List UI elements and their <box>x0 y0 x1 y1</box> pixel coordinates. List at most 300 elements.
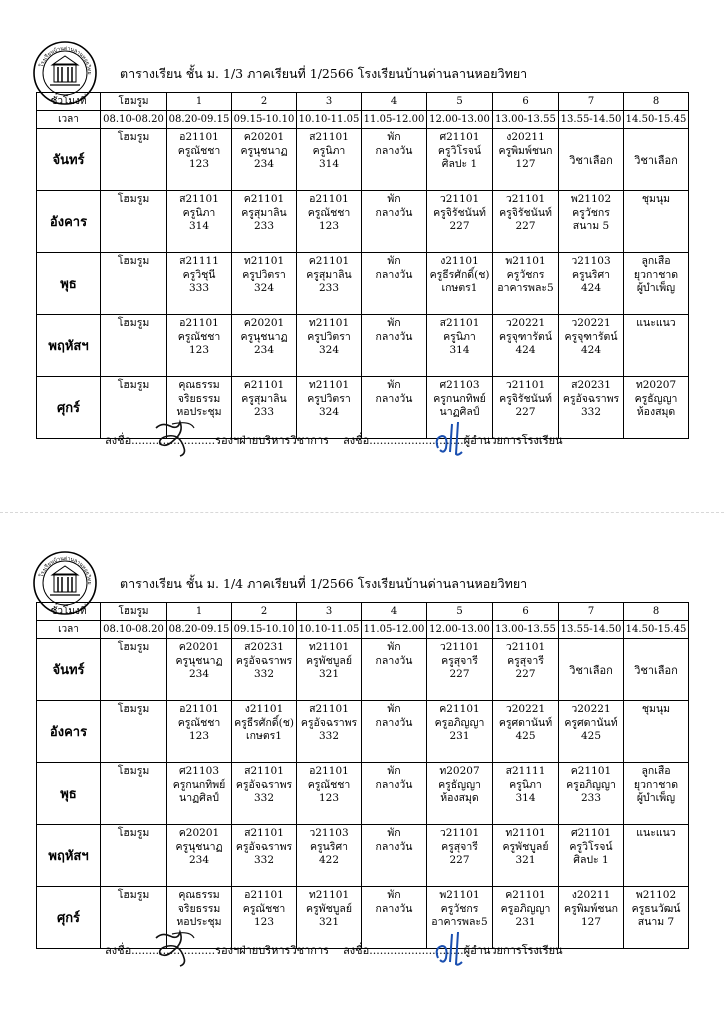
room: 231 <box>449 730 470 742</box>
teacher-name: ครูอัจฉราพร <box>235 654 293 667</box>
room: 123 <box>318 792 340 804</box>
teacher-name: กลางวัน <box>375 654 413 667</box>
teacher-name: ครูวัชกร <box>572 206 610 219</box>
room: 333 <box>188 282 210 294</box>
subject-code: ว20221 <box>505 703 546 715</box>
teacher-name: ครูธีรศักดิ์(ช) <box>234 716 294 729</box>
room: 227 <box>449 668 470 680</box>
period-header: 3 <box>297 93 362 111</box>
time-slot: 14.50-15.45 <box>624 621 689 639</box>
subject-code: พัก <box>387 703 401 715</box>
room: 324 <box>318 344 340 356</box>
teacher-name: ครูพัชบูลย์ <box>306 654 352 667</box>
room: 424 <box>580 282 602 294</box>
time-slot: 09.15-10.10 <box>232 111 297 129</box>
room: 332 <box>253 854 275 866</box>
homeroom-cell: โฮมรูม <box>101 639 167 701</box>
class-cell <box>232 315 297 377</box>
day-name: อังคาร <box>37 701 101 763</box>
subject-code: คุณธรรม <box>178 379 220 391</box>
elective-label: วิชาเลือก <box>634 153 678 167</box>
period-header: 6 <box>493 93 559 111</box>
time-label: เวลา <box>37 621 101 639</box>
room: 314 <box>449 344 470 356</box>
time-slot: 12.00-13.00 <box>427 111 493 129</box>
class-cell <box>167 825 232 887</box>
room: สนาม 7 <box>637 916 675 928</box>
room: 233 <box>253 406 275 418</box>
subject-code: ว21101 <box>505 193 546 205</box>
subject-code: ท21101 <box>308 889 350 901</box>
period-header: 8 <box>624 603 689 621</box>
subject-code: ว21101 <box>439 827 480 839</box>
class-cell <box>232 701 297 763</box>
teacher-name: ครูอัจฉราพร <box>300 716 358 729</box>
subject-code: ส21101 <box>439 317 480 329</box>
room: 422 <box>318 854 340 866</box>
time-label: เวลา <box>37 111 101 129</box>
class-cell <box>559 129 624 191</box>
time-slot: 10.10-11.05 <box>297 621 362 639</box>
class-cell <box>297 639 362 701</box>
class-cell <box>493 377 559 439</box>
class-cell <box>167 315 232 377</box>
teacher-name: ครูธัญญา <box>634 392 678 405</box>
teacher-name: ยุวกาชาด <box>633 268 679 281</box>
subject-code: อ21101 <box>309 193 349 205</box>
time-slot: 08.20-09.15 <box>167 621 232 639</box>
teacher-name: จริยธรรม <box>177 902 221 915</box>
room: หอประชุม <box>176 406 222 418</box>
class-cell <box>624 887 689 949</box>
teacher-name: ครูพิมพ์ชนก <box>498 144 553 157</box>
room: 332 <box>253 792 275 804</box>
subject-code: พัก <box>387 827 401 839</box>
teacher-name: กลางวัน <box>375 268 413 281</box>
subject-code: พ21102 <box>635 889 677 901</box>
room: 314 <box>188 220 210 232</box>
teacher-name: ครูปวิตรา <box>242 268 286 281</box>
subject-code: พัก <box>387 317 401 329</box>
class-cell <box>624 253 689 315</box>
teacher-name: ครูศดานันท์ <box>564 716 618 729</box>
class-cell <box>559 253 624 315</box>
subject-code: ท20207 <box>635 379 677 391</box>
subject-code: พัก <box>387 641 401 653</box>
teacher-name: ครูณัชชา <box>307 778 351 791</box>
class-cell <box>297 253 362 315</box>
teacher-name: ครูจุฑารัตน์ <box>564 330 618 343</box>
subject-code: อ21101 <box>179 317 219 329</box>
day-name: อังคาร <box>37 191 101 253</box>
teacher-name: ครูจิรัชนันท์ <box>499 206 552 219</box>
day-name: ศุกร์ <box>37 377 101 439</box>
room: 332 <box>253 668 275 680</box>
period-header: 7 <box>559 93 624 111</box>
subject-code: ส21101 <box>309 703 349 715</box>
room: ห้องสมุด <box>636 406 676 418</box>
room: 227 <box>449 854 470 866</box>
subject-code: อ21101 <box>179 131 219 143</box>
class-cell <box>493 639 559 701</box>
class-cell <box>493 315 559 377</box>
signature-line: ลงชื่อ........................รองฯฝ่ายบริหารวิชาการ ลงชื่อ...........................ผู้อำนวยการโรงเรียน <box>105 944 563 957</box>
subject-code: ง21101 <box>440 255 479 267</box>
class-cell <box>624 825 689 887</box>
time-slot: 11.05-12.00 <box>362 621 427 639</box>
room: 424 <box>580 344 602 356</box>
timetable-title: ตารางเรียน ชั้น ม. 1/4 ภาคเรียนที่ 1/2566 โรงเรียนบ้านด่านลานหอยวิทยา <box>120 576 528 591</box>
day-name: พุธ <box>37 253 101 315</box>
subject-code: ว20221 <box>571 317 611 329</box>
subject-code: ค20201 <box>243 131 285 143</box>
teacher-name: ครูนิภา <box>312 144 346 157</box>
homeroom-cell: โฮมรูม <box>101 763 167 825</box>
subject-code: ง20211 <box>571 889 611 901</box>
class-cell <box>232 639 297 701</box>
subject-code: ค20201 <box>178 641 220 653</box>
class-cell <box>493 129 559 191</box>
room: 234 <box>253 158 275 170</box>
teacher-name: ครูจิรัชนันท์ <box>433 206 486 219</box>
director-signature-icon <box>428 418 478 458</box>
teacher-name: ครูสุจารี <box>441 840 478 853</box>
day-row <box>37 701 689 763</box>
room: 321 <box>515 854 536 866</box>
subject-code: ส21101 <box>244 765 284 777</box>
subject-code: พัก <box>387 131 401 143</box>
subject-code: ท21101 <box>308 379 350 391</box>
day-row <box>37 763 689 825</box>
time-slot: 14.50-15.45 <box>624 111 689 129</box>
day-row <box>37 639 689 701</box>
svg-text:โรงเรียนบ้านด่านลานหอยวิทยา: โรงเรียนบ้านด่านลานหอยวิทย <box>38 45 93 75</box>
subject-code: พ21102 <box>570 193 612 205</box>
class-cell <box>559 825 624 887</box>
subject-code: ค21101 <box>308 255 350 267</box>
room: นาฏศิลป์ <box>439 406 480 418</box>
subject-code: ง21101 <box>244 703 284 715</box>
class-cell <box>362 253 427 315</box>
room: ผู้บำเพ็ญ <box>636 282 676 294</box>
class-cell <box>624 315 689 377</box>
subject-code: ง20211 <box>506 131 545 143</box>
subject-code: ว21103 <box>309 827 349 839</box>
class-cell <box>493 253 559 315</box>
subject-code: ศ21101 <box>570 827 612 839</box>
teacher-name: ครูพัชบูลย์ <box>306 902 352 915</box>
class-cell <box>624 763 689 825</box>
time-row <box>37 621 689 639</box>
teacher-name: ครูนุชนาฏ <box>175 654 223 667</box>
room: อาคารพละ5 <box>497 282 554 294</box>
subject-code: ท21101 <box>243 255 285 267</box>
teacher-name: ครูธนวัฒน์ <box>631 902 681 915</box>
subject-code: ลูกเสือ <box>641 765 671 777</box>
subject-code: ศ21103 <box>178 765 220 777</box>
teacher-name: ครูวิโรจน์ <box>569 840 613 853</box>
time-slot: 12.00-13.00 <box>427 621 493 639</box>
period-label: ชั่วโมงที่ <box>37 603 101 621</box>
teacher-name: ครูนุชนาฏ <box>240 330 288 343</box>
class-cell <box>427 763 493 825</box>
room: 227 <box>515 220 536 232</box>
teacher-name: กลางวัน <box>375 144 413 157</box>
subject-code: ส20231 <box>571 379 611 391</box>
time-slot: 13.55-14.50 <box>559 621 624 639</box>
time-slot: 08.10-08.20 <box>101 621 167 639</box>
room: 227 <box>515 668 536 680</box>
svg-text:โรงเรียนบ้านด่านลานหอยวิทยา: โรงเรียนบ้านด่านลานหอยวิทย <box>38 555 93 585</box>
subject-code: พ21101 <box>439 889 480 901</box>
day-name: พฤหัสฯ <box>37 315 101 377</box>
teacher-name: ครูนิภา <box>182 206 216 219</box>
academic-deputy-signature-icon <box>150 418 200 458</box>
class-cell <box>362 377 427 439</box>
class-cell <box>559 763 624 825</box>
room: หอประชุม <box>176 916 222 928</box>
teacher-name: ครูปวิตรา <box>307 392 351 405</box>
class-cell <box>232 887 297 949</box>
class-cell <box>559 377 624 439</box>
room: 123 <box>188 158 210 170</box>
teacher-name: กลางวัน <box>375 902 413 915</box>
time-slot: 13.00-13.55 <box>493 111 559 129</box>
room: เกษตร1 <box>441 282 478 294</box>
room: ผู้บำเพ็ญ <box>636 792 676 804</box>
subject-code: ว21103 <box>571 255 611 267</box>
teacher-name: ครูวิชุนี <box>182 268 216 281</box>
elective-label: วิชาเลือก <box>634 663 678 677</box>
subject-code: ส21101 <box>179 193 219 205</box>
subject-code: ค20201 <box>178 827 220 839</box>
period-label: ชั่วโมงที่ <box>37 93 101 111</box>
elective-label: วิชาเลือก <box>569 153 613 167</box>
teacher-name: ครูพิมพ์ชนก <box>563 902 619 915</box>
subject-code: พัก <box>387 255 401 267</box>
teacher-name: ครูกนกทิพย์ <box>172 778 226 791</box>
room: 233 <box>253 220 275 232</box>
room: 233 <box>318 282 340 294</box>
timetable <box>36 92 689 439</box>
teacher-name: กลางวัน <box>375 392 413 405</box>
room: 227 <box>515 406 536 418</box>
teacher-name: ครูนิภา <box>509 778 542 791</box>
room: 234 <box>188 668 210 680</box>
period-header: 5 <box>427 93 493 111</box>
period-header: 3 <box>297 603 362 621</box>
subject-code: อ21101 <box>309 765 349 777</box>
teacher-name: ครูศดานันท์ <box>498 716 553 729</box>
homeroom-cell: โฮมรูม <box>101 825 167 887</box>
room: 332 <box>580 406 602 418</box>
period-header: 6 <box>493 603 559 621</box>
room: 321 <box>318 668 340 680</box>
class-cell <box>297 825 362 887</box>
homeroom-cell: โฮมรูม <box>101 377 167 439</box>
class-cell <box>297 763 362 825</box>
teacher-name: ครูอภิญญา <box>434 716 485 729</box>
elective-label: วิชาเลือก <box>569 663 613 677</box>
time-slot: 08.10-08.20 <box>101 111 167 129</box>
class-cell <box>559 887 624 949</box>
homeroom-cell: โฮมรูม <box>101 315 167 377</box>
room: 424 <box>515 344 536 356</box>
teacher-name: ครูวิโรจน์ <box>437 144 482 157</box>
subject-code: อ21101 <box>244 889 284 901</box>
subject-code: ท21101 <box>308 641 350 653</box>
teacher-name: กลางวัน <box>375 778 413 791</box>
subject-code: แนะแนว <box>636 317 676 329</box>
teacher-name: ครูจิรัชนันท์ <box>499 392 552 405</box>
period-header: 4 <box>362 93 427 111</box>
homeroom-cell: โฮมรูม <box>101 191 167 253</box>
teacher-name: ครูอัจฉราพร <box>235 778 293 791</box>
class-cell <box>297 377 362 439</box>
period-header: 1 <box>167 603 232 621</box>
subject-code: ส21111 <box>179 255 219 267</box>
period-header: 2 <box>232 93 297 111</box>
class-cell <box>362 191 427 253</box>
teacher-name: ครูสุมาลิน <box>241 392 287 405</box>
room: 324 <box>253 282 275 294</box>
class-cell <box>624 191 689 253</box>
subject-code: พัก <box>387 889 401 901</box>
teacher-name: ครูวัชกร <box>440 902 479 915</box>
class-cell <box>493 763 559 825</box>
period-header: 1 <box>167 93 232 111</box>
subject-code: คุณธรรม <box>178 889 220 901</box>
class-cell <box>493 701 559 763</box>
subject-code: ท21101 <box>308 317 350 329</box>
room: ศิลปะ 1 <box>441 158 478 170</box>
subject-code: พัก <box>387 193 401 205</box>
subject-code: ค20201 <box>243 317 285 329</box>
teacher-name: ครูอัจฉราพร <box>562 392 620 405</box>
room: 123 <box>253 916 275 928</box>
class-cell <box>362 887 427 949</box>
class-cell <box>362 129 427 191</box>
class-cell <box>167 701 232 763</box>
director-signature-icon <box>428 928 478 968</box>
class-cell <box>362 825 427 887</box>
room: สนาม 5 <box>572 220 610 232</box>
subject-code: ว21101 <box>505 379 546 391</box>
teacher-name: ยุวกาชาด <box>633 778 679 791</box>
cut-line <box>0 512 724 513</box>
day-name: พุธ <box>37 763 101 825</box>
teacher-name: ครูธัญญา <box>438 778 481 791</box>
class-cell <box>624 639 689 701</box>
class-cell <box>167 129 232 191</box>
class-cell <box>232 253 297 315</box>
day-name: จันทร์ <box>37 129 101 191</box>
room: 425 <box>515 730 536 742</box>
room: นาฏศิลป์ <box>179 792 219 804</box>
subject-code: ส20231 <box>244 641 284 653</box>
subject-code: ชุมนุม <box>641 193 671 205</box>
subject-code: ส21111 <box>505 765 546 777</box>
class-cell <box>559 701 624 763</box>
day-name: จันทร์ <box>37 639 101 701</box>
room: 425 <box>580 730 602 742</box>
academic-deputy-signature-icon <box>150 928 200 968</box>
class-cell <box>559 315 624 377</box>
time-slot: 08.20-09.15 <box>167 111 232 129</box>
class-cell <box>493 191 559 253</box>
period-header: 2 <box>232 603 297 621</box>
teacher-name: ครูจุฑารัตน์ <box>498 330 553 343</box>
teacher-name: ครูปวิตรา <box>307 330 351 343</box>
subject-code: ค21101 <box>570 765 612 777</box>
subject-code: ว20221 <box>571 703 611 715</box>
teacher-name: ครูสุมาลิน <box>241 206 287 219</box>
room: เกษตร1 <box>245 730 282 742</box>
day-row <box>37 191 689 253</box>
class-cell <box>559 191 624 253</box>
time-slot: 09.15-10.10 <box>232 621 297 639</box>
subject-code: ส21101 <box>309 131 349 143</box>
teacher-name: ครูณัชชา <box>177 330 221 343</box>
teacher-name: ครูวัชกร <box>506 268 545 281</box>
class-cell <box>624 701 689 763</box>
class-cell <box>427 315 493 377</box>
class-cell <box>362 639 427 701</box>
subject-code: ลูกเสือ <box>641 255 671 267</box>
teacher-name: ครูธีรศักดิ์(ช) <box>429 268 490 281</box>
teacher-name: ครูสุจารี <box>441 654 478 667</box>
class-cell <box>427 129 493 191</box>
day-row <box>37 825 689 887</box>
teacher-name: ครูนุชนาฏ <box>175 840 223 853</box>
class-cell <box>167 763 232 825</box>
class-cell <box>297 191 362 253</box>
class-cell <box>427 639 493 701</box>
class-cell <box>232 825 297 887</box>
period-header: 4 <box>362 603 427 621</box>
header-row <box>37 603 689 621</box>
teacher-name: ครูนุชนาฏ <box>240 144 288 157</box>
class-cell <box>559 639 624 701</box>
subject-code: ค21101 <box>243 379 285 391</box>
subject-code: ชุมนุม <box>641 703 671 715</box>
day-row <box>37 887 689 949</box>
room: 231 <box>515 916 536 928</box>
teacher-name: ครูอัจฉราพร <box>235 840 293 853</box>
teacher-name: ครูณัชชา <box>307 206 351 219</box>
room: 332 <box>318 730 340 742</box>
teacher-name: ครูพัชบูลย์ <box>502 840 549 853</box>
subject-code: ท20207 <box>439 765 480 777</box>
timetable-title: ตารางเรียน ชั้น ม. 1/3 ภาคเรียนที่ 1/2566 โรงเรียนบ้านด่านลานหอยวิทยา <box>120 66 528 81</box>
class-cell <box>427 191 493 253</box>
teacher-name: ครูนริศา <box>309 840 349 853</box>
subject-code: ค21101 <box>439 703 480 715</box>
time-slot: 11.05-12.00 <box>362 111 427 129</box>
subject-code: ศ21103 <box>439 379 480 391</box>
subject-code: แนะแนว <box>636 827 676 839</box>
room: 324 <box>318 406 340 418</box>
teacher-name: กลางวัน <box>375 840 413 853</box>
class-cell <box>624 377 689 439</box>
class-cell <box>232 763 297 825</box>
subject-code: ค21101 <box>505 889 546 901</box>
day-name: ศุกร์ <box>37 887 101 949</box>
class-cell <box>167 639 232 701</box>
time-slot: 13.00-13.55 <box>493 621 559 639</box>
teacher-name: กลางวัน <box>375 206 413 219</box>
room: 314 <box>515 792 536 804</box>
